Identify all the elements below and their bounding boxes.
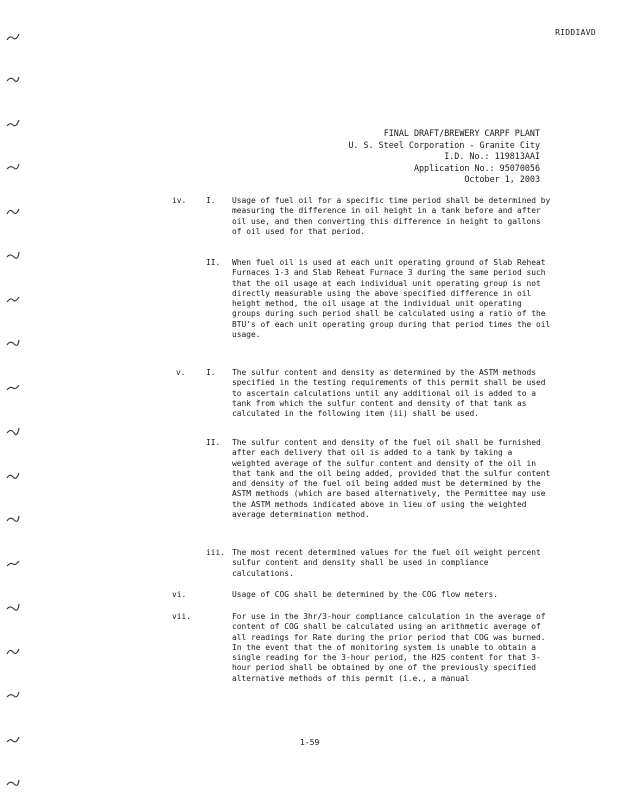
item-label: I.	[206, 368, 216, 377]
item-label: II.	[206, 438, 221, 447]
margin-mark	[6, 382, 20, 392]
header-title: FINAL DRAFT/BREWERY CARPF PLANT	[383, 128, 540, 138]
item-text: Usage of COG shall be determined by the COG flow meters.	[232, 590, 499, 599]
margin-mark	[6, 602, 20, 612]
margin-mark	[6, 558, 20, 568]
margin-mark	[6, 470, 20, 480]
margin-mark	[6, 338, 20, 348]
item-text: The sulfur content and density as determined by the ASTM methods specified in the testing requirements of this permit shall be used to ascertain calculations until any additional oil is added to a tank from which the sulfur content and density of that tank as calculated in the following item (ii) shall be used.	[232, 368, 546, 419]
margin-mark	[6, 778, 20, 788]
margin-mark	[6, 734, 20, 744]
margin-mark	[6, 32, 20, 42]
item-text: When fuel oil is used at each unit operating ground of Slab Reheat Furnaces 1-3 and Slab Reheat Furnace 3 during the same period such that the oil usage at each individual unit operating group is not directly measurable using the above specified difference in oil height method, the oil usage at the individual unit operating groups during such period shall be calculated using a ratio of the BTU's of each unit operating group during that period times the oil usage.	[232, 258, 551, 340]
page-number: 1-59	[300, 738, 320, 747]
item-text: Usage of fuel oil for a specific time period shall be determined by measuring the difference in oil height in a tank before and after oil use, and then converting this difference in height to gallons of oil used for that period.	[232, 196, 551, 236]
margin-mark	[6, 74, 20, 84]
item-label: II.	[206, 258, 221, 267]
item-label: iii.	[206, 548, 226, 557]
header-company: U. S. Steel Corporation - Granite City	[348, 139, 540, 150]
outer-label: iv.	[172, 196, 187, 205]
item-text: The most recent determined values for the fuel oil weight percent sulfur content and density shall be used in compliance calculations.	[232, 548, 541, 578]
margin-mark	[6, 118, 20, 128]
item-label: I.	[206, 196, 216, 205]
margin-marks	[6, 30, 22, 790]
header-date: October 1, 2003	[464, 174, 540, 184]
margin-mark	[6, 514, 20, 524]
item-text: The sulfur content and density of the fuel oil shall be furnished after each delivery that oil is added to a tank by taking a weighted average of the sulfur content and density of the oil in that tank and the oil being added, provided that the sulfur content and density of the fuel oil being added must be determined by the ASTM methods (which are based alternatively, the Permittee may use the ASTM methods indicated above in lieu of using the weighted average determination method.	[232, 438, 551, 520]
margin-mark	[6, 426, 20, 436]
header-id-number: I.D. No.: 119813AAI	[444, 151, 540, 161]
margin-mark	[6, 294, 20, 304]
margin-mark	[6, 206, 20, 216]
outer-label: v.	[176, 368, 186, 377]
item-text: For use in the 3hr/3-hour compliance calculation in the average of content of COG shall be calculated using an arithmetic average of all readings for Rate during the prior period that COG was burned. In the event that the of monitoring system is unable to obtain a single reading for the 3-hour period, the H2S content for that 3-hour period shall be obtained by one of the previously specified alternative methods of this permit (i.e., a manual	[232, 612, 546, 683]
outer-label: vii.	[172, 612, 192, 621]
margin-mark	[6, 690, 20, 700]
document-id: RIDDIAVD	[555, 28, 596, 37]
margin-mark	[6, 250, 20, 260]
margin-mark	[6, 162, 20, 172]
margin-mark	[6, 646, 20, 656]
header-application-number: Application No.: 95070056	[413, 162, 540, 173]
outer-label: vi.	[172, 590, 187, 599]
document-header	[348, 128, 540, 186]
